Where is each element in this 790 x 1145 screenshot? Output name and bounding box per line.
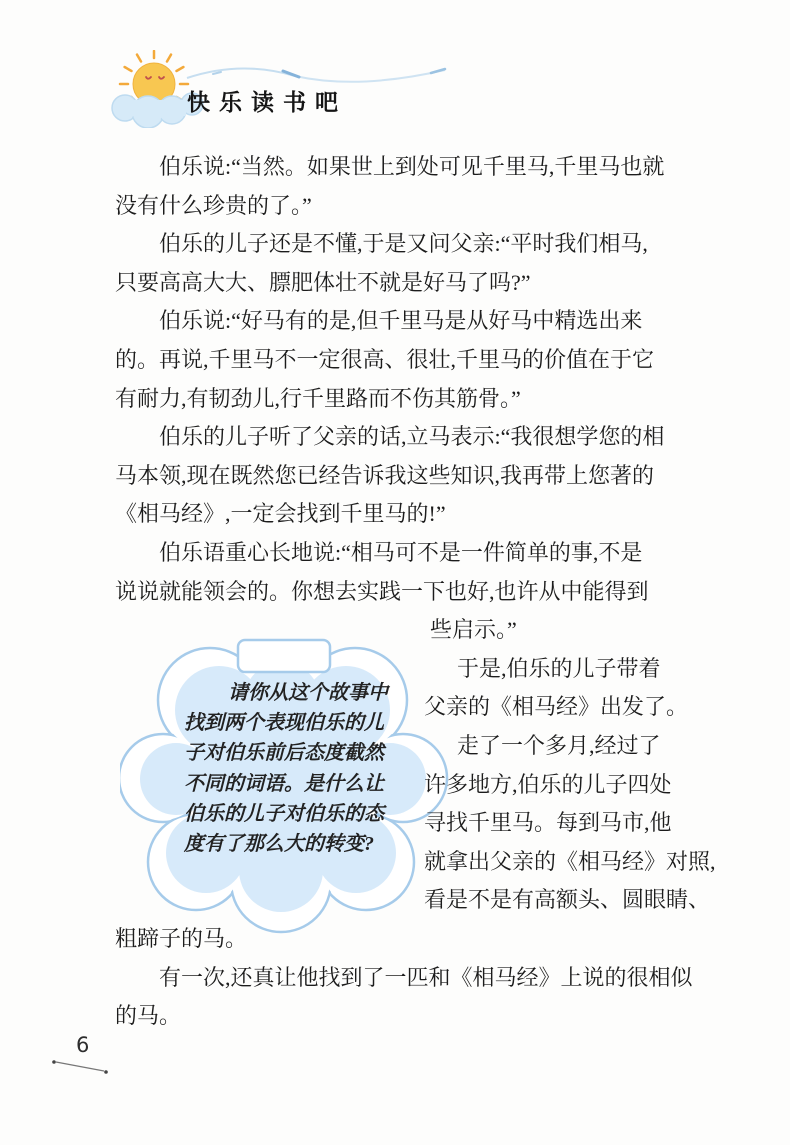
story-line: 的。再说,千里马不一定很高、很壮,千里马的价值在于它 [115, 347, 655, 372]
story-line: 有耐力,有韧劲儿,行千里路而不伤其筋骨。” [115, 385, 521, 411]
story-line: 粗蹄子的马。 [115, 926, 248, 951]
bubble-line: 伯乐的儿子对伯乐的态 [184, 802, 384, 825]
story-line: 些启示。” [430, 617, 517, 643]
page-number: 6 [76, 1033, 90, 1057]
story-line: 寻找千里马。每到马市,他 [424, 810, 672, 836]
story-line: 说说就能领会的。你想去实践一下也好,也许从中能得到 [115, 578, 649, 604]
story-line: 马本领,现在既然您已经告诉我这些知识,我再带上您著的 [115, 462, 655, 488]
story-line: 伯乐的儿子听了父亲的话,立马表示:“我很想学您的相 [159, 424, 665, 450]
section-title: 快乐读书吧 [187, 90, 347, 116]
page-number-underline [48, 1052, 118, 1080]
story-line: 《相马经》,一定会找到千里马的!” [115, 501, 446, 527]
story-line: 有一次,还真让他找到了一匹和《相马经》上说的很相似 [159, 964, 693, 990]
story-line: 伯乐说:“好马有的是,但千里马是从好马中精选出来 [159, 308, 643, 334]
bubble-line: 请你从这个故事中 [228, 682, 388, 704]
story-line: 许多地方,伯乐的儿子四处 [424, 771, 672, 797]
story-line: 的马。 [115, 1003, 182, 1029]
bubble-line: 不同的词语。是什么让 [184, 772, 384, 795]
story-line: 伯乐说:“当然。如果世上到处可见千里马,千里马也就 [159, 154, 665, 179]
story-line: 父亲的《相马经》出发了。 [424, 694, 689, 720]
story-line: 看是不是有高额头、圆眼睛、 [424, 887, 711, 913]
story-line: 没有什么珍贵的了。” [115, 192, 312, 218]
story-line: 伯乐语重心长地说:“相马可不是一件简单的事,不是 [159, 540, 643, 565]
story-line: 于是,伯乐的儿子带着 [457, 655, 661, 681]
story-line: 就拿出父亲的《相马经》对照, [424, 848, 716, 874]
story-line: 走了一个多月,经过了 [457, 733, 661, 758]
bubble-line: 子对伯乐前后态度截然 [184, 742, 384, 765]
bubble-line: 度有了那么大的转变? [184, 833, 374, 855]
story-line: 伯乐的儿子还是不懂,于是又问父亲:“平时我们相马, [159, 231, 648, 257]
bubble-line: 找到两个表现伯乐的儿 [184, 712, 384, 735]
story-line: 只要高高大大、膘肥体壮不就是好马了吗?” [115, 269, 531, 295]
